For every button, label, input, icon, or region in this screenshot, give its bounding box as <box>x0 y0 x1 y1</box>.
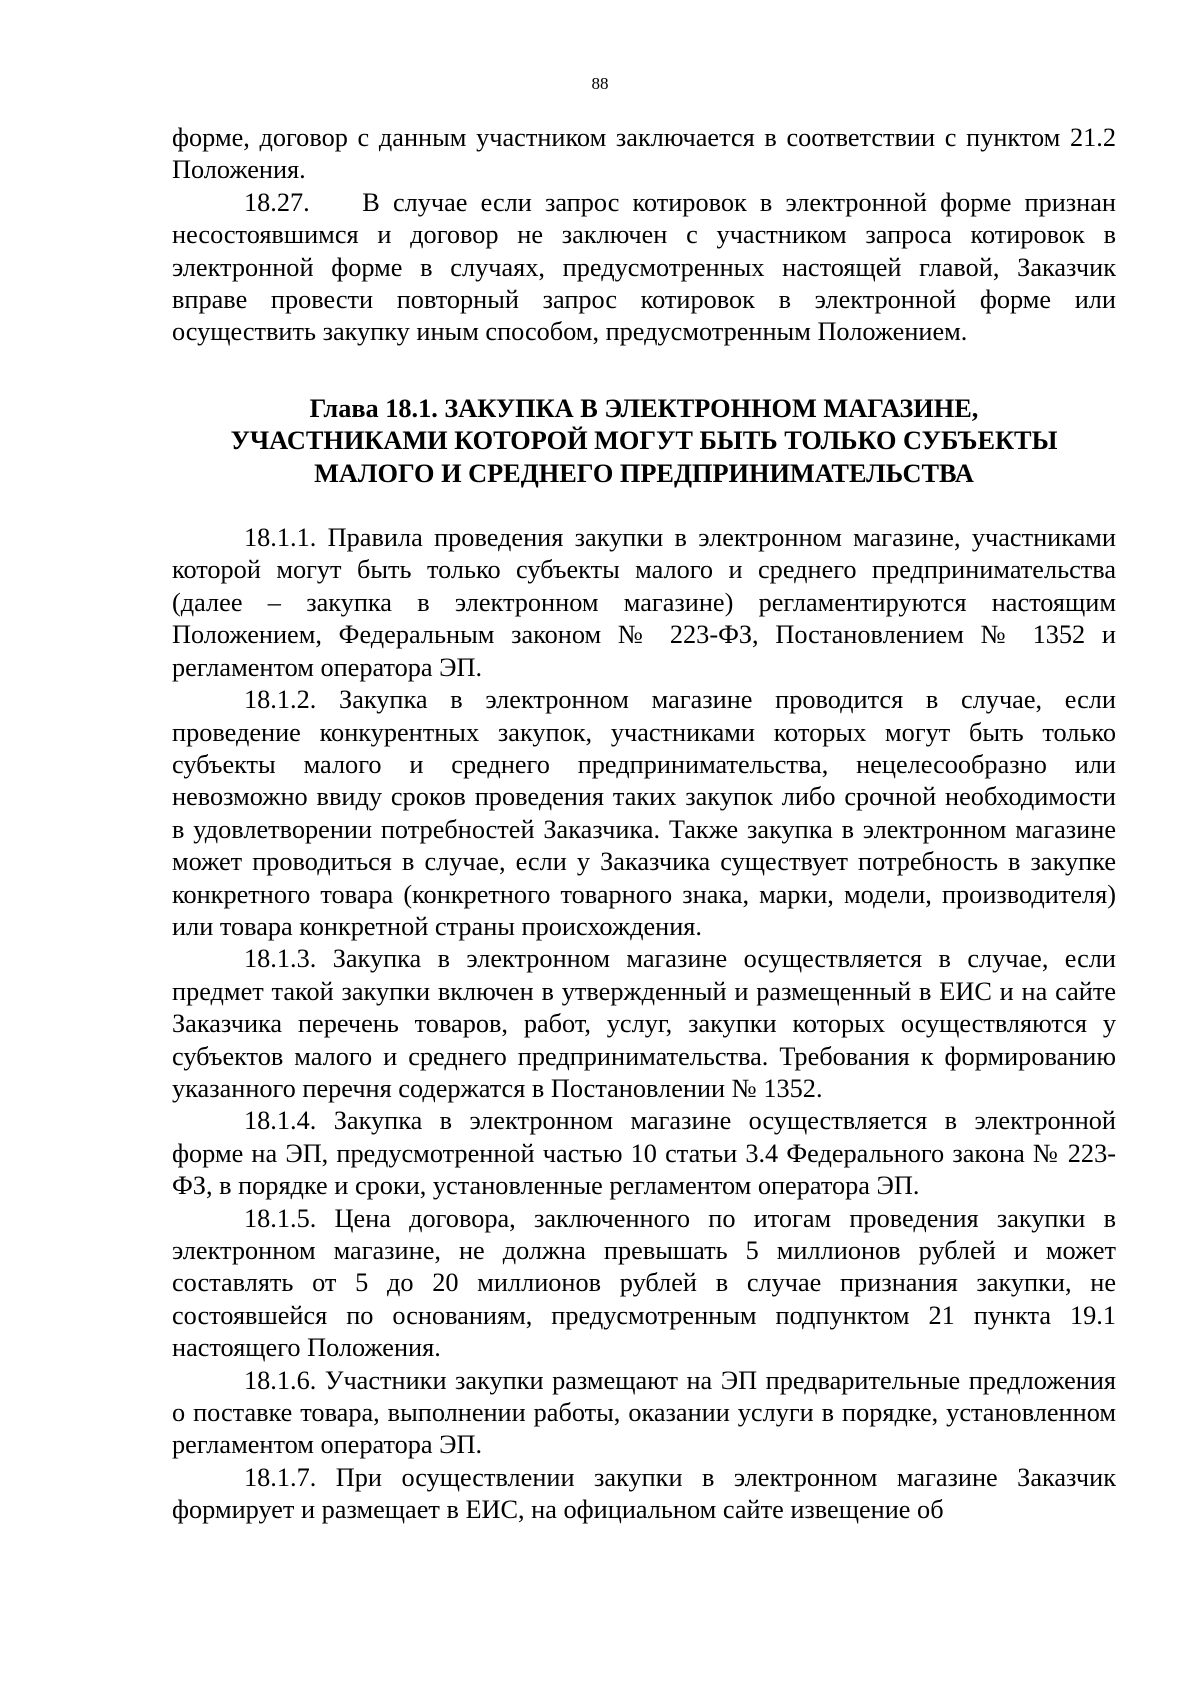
chapter-title-line-2: УЧАСТНИКАМИ КОТОРОЙ МОГУТ БЫТЬ ТОЛЬКО СУБЪЕКТЫ <box>230 426 1058 456</box>
chapter-title-line-3: МАЛОГО И СРЕДНЕГО ПРЕДПРИНИМАТЕЛЬСТВА <box>314 458 974 488</box>
paragraph-18-1-4: 18.1.4. Закупка в электронном магазине осуществляется в электронной форме на ЭП, предусмотренной частью 10 статьи 3.4 Федерального закона № 223-ФЗ, в порядке и сроки, установленные регламентом оператора ЭП. <box>172 1106 1116 1201</box>
paragraph-18-1-5: 18.1.5. Цена договора, заключенного по итогам проведения закупки в электронном магазине, не должна превышать 5 миллионов рублей и может составлять от 5 до 20 миллионов рублей в случае признания закупки, не состоявшейся по основаниям, предусмотренным подпунктом 21 пункта 19.1 настоящего Положения. <box>172 1203 1116 1363</box>
chapter-title-line-1: Глава 18.1. ЗАКУПКА В ЭЛЕКТРОННОМ МАГАЗИНЕ, <box>309 393 979 423</box>
chapter-title <box>172 393 1116 490</box>
paragraph-18-1-1: 18.1.1. Правила проведения закупки в электронном магазине, участниками которой могут быть только субъекты малого и среднего предпринимательства (далее – закупка в электронном магазине) регламентируются настоящим Положением, Федеральным законом № 223-ФЗ, Постановлением № 1352 и регламентом оператора ЭП. <box>172 523 1116 682</box>
paragraph-18-1-6: 18.1.6. Участники закупки размещают на ЭП предварительные предложения о поставке товара, выполнении работы, оказании услуги в порядке, установленном регламентом оператора ЭП. <box>172 1365 1116 1460</box>
paragraph-18-27: 18.27. В случае если запрос котировок в электронной форме признан несостоявшимся и договор не заключен с участником запроса котировок в электронной форме в случаях, предусмотренных настоящей главой, Заказчик вправе провести повторный запрос котировок в электронной форме или осуществить закупку иным способом, предусмотренным Положением. <box>172 187 1116 347</box>
page-body <box>172 122 1116 1527</box>
paragraph-18-1-7: 18.1.7. При осуществлении закупки в электронном магазине Заказчик формирует и размещает в ЕИС, на официальном сайте извещение об <box>172 1462 1116 1525</box>
paragraph-18-1-2: 18.1.2. Закупка в электронном магазине проводится в случае, если проведение конкурентных закупок, участниками которых могут быть только субъекты малого и среднего предпринимательства, нецелесообразно или невозможно ввиду сроков проведения таких закупок либо срочной необходимости в удовлетворении потребностей Заказчика. Также закупка в электронном магазине может проводиться в случае, если у Заказчика существует потребность в закупке конкретного товара (конкретного товарного знака, марки, модели, производителя) или товара конкретной страны происхождения. <box>172 685 1116 941</box>
paragraph-continuation: форме, договор с данным участником заключается в соответствии с пунктом 21.2 Положения. <box>172 123 1116 185</box>
paragraph-18-1-3: 18.1.3. Закупка в электронном магазине осуществляется в случае, если предмет такой закупки включен в утвержденный и размещенный в ЕИС и на сайте Заказчика перечень товаров, работ, услуг, закупки которых осуществляются у субъектов малого и среднего предпринимательства. Требования к формированию указанного перечня содержатся в Постановлении № 1352. <box>172 944 1116 1103</box>
page-number: 88 <box>591 74 609 93</box>
